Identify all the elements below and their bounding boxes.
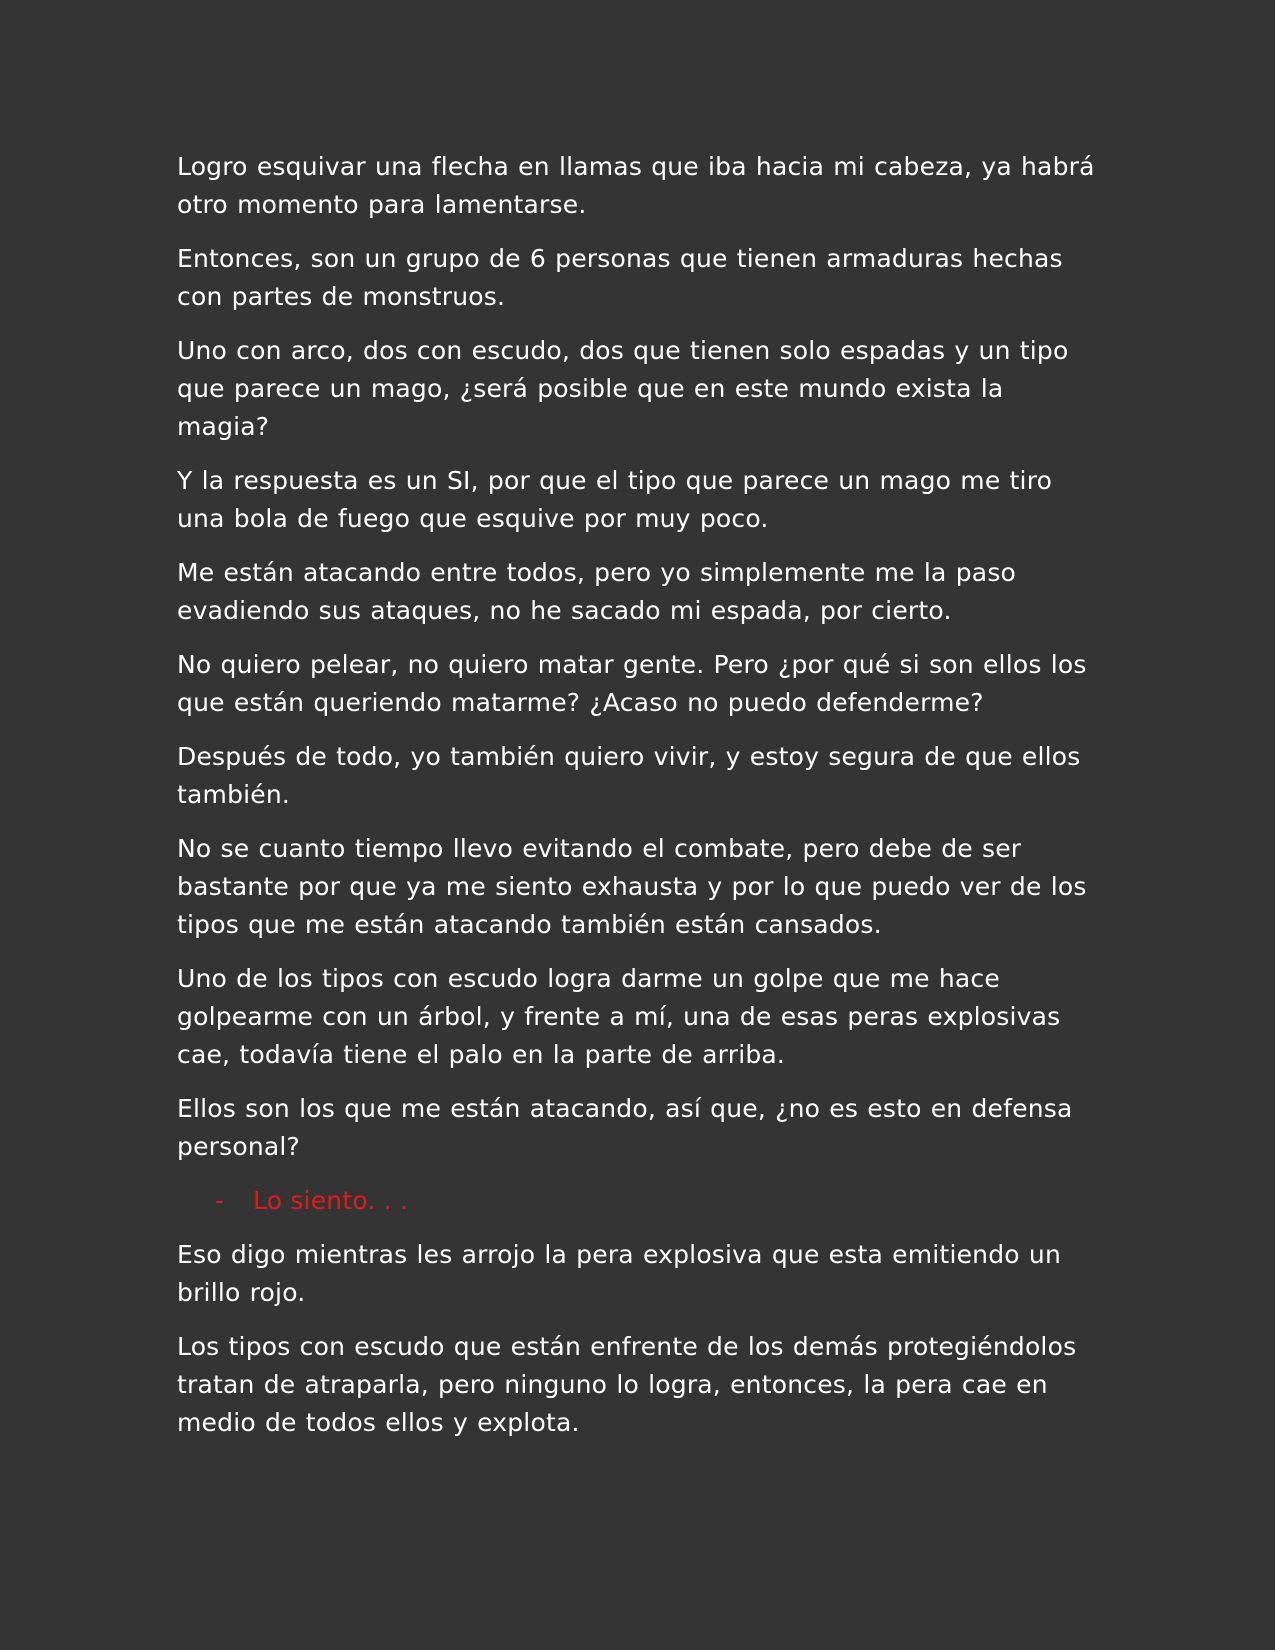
paragraph: Uno de los tipos con escudo logra darme un golpe que me hace golpearme con un árbol, y frente a mí, una de esas peras explosivas cae, todavía tiene el palo en la parte de arriba. — [177, 964, 1061, 1069]
paragraph: No quiero pelear, no quiero matar gente. Pero ¿por qué si son ellos los que están queriendo matarme? ¿Acaso no puedo defenderme? — [177, 650, 1087, 717]
paragraph: Después de todo, yo también quiero vivir, y estoy segura de que ellos también. — [177, 742, 1081, 809]
paragraph: Eso digo mientras les arrojo la pera explosiva que esta emitiendo un brillo rojo. — [177, 1240, 1062, 1307]
paragraph: Logro esquivar una flecha en llamas que iba hacia mi cabeza, ya habrá otro momento para lamentarse. — [177, 152, 1095, 219]
paragraph: No se cuanto tiempo llevo evitando el combate, pero debe de ser bastante por que ya me siento exhausta y por lo que puedo ver de los tipos que me están atacando también están cansados. — [177, 834, 1087, 939]
paragraph: Me están atacando entre todos, pero yo simplemente me la paso evadiendo sus ataques, no he sacado mi espada, por cierto. — [177, 558, 1017, 625]
paragraph: Los tipos con escudo que están enfrente de los demás protegiéndolos tratan de atraparla, pero ninguno lo logra, entonces, la pera cae en medio de todos ellos y explota. — [177, 1332, 1077, 1437]
paragraph: Ellos son los que me están atacando, así que, ¿no es esto en defensa personal? — [177, 1094, 1073, 1161]
paragraph: Uno con arco, dos con escudo, dos que tienen solo espadas y un tipo que parece un mago, ¿será posible que en este mundo exista la magia? — [177, 336, 1069, 441]
dialogue-line — [177, 1182, 1097, 1220]
paragraph: Entonces, son un grupo de 6 personas que tienen armaduras hechas con partes de monstruos. — [177, 244, 1063, 311]
dialogue-dash: - — [215, 1186, 225, 1215]
paragraph: Y la respuesta es un SI, por que el tipo que parece un mago me tiro una bola de fuego que esquive por muy poco. — [177, 466, 1053, 533]
document-page — [177, 148, 1097, 1458]
dialogue-text: Lo siento. . . — [253, 1186, 409, 1215]
